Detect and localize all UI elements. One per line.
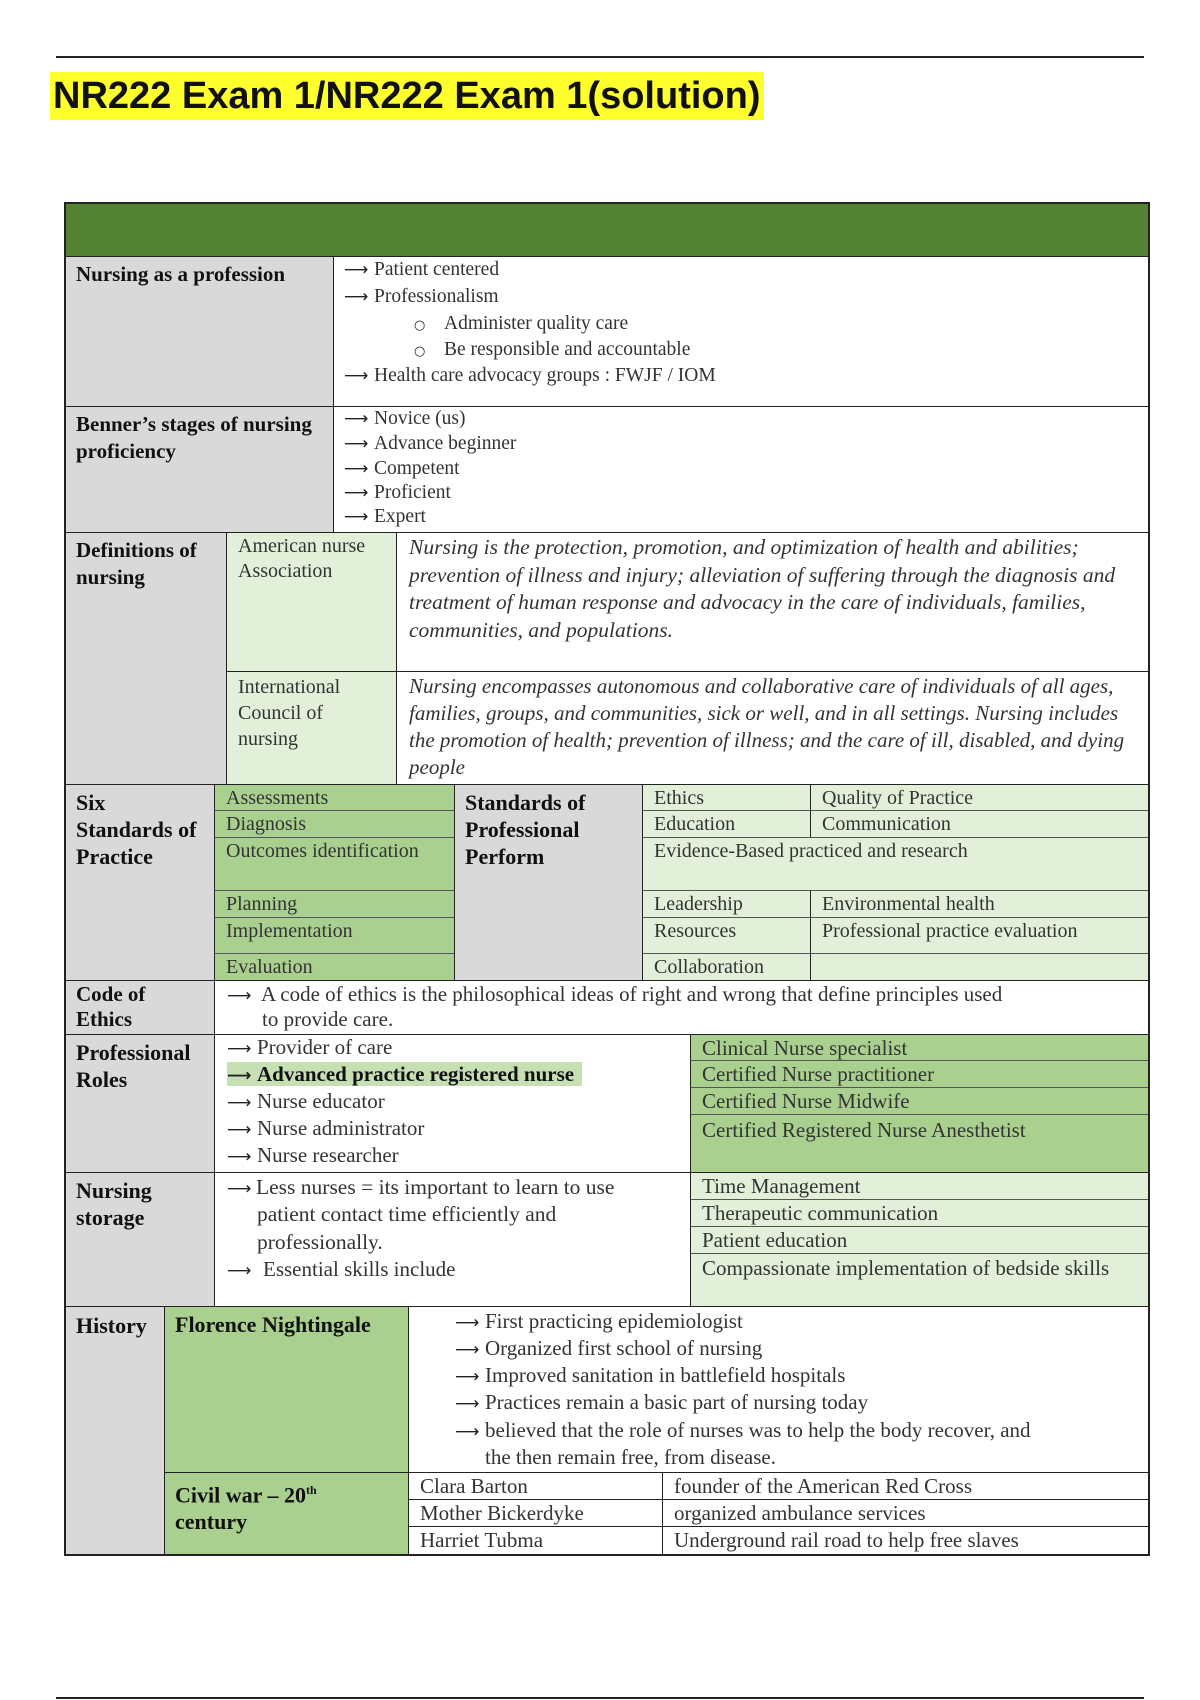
- storage-text: patient contact time efficiently and: [257, 1202, 557, 1226]
- aprn-type: Certified Nurse practitioner: [690, 1060, 1148, 1087]
- row-label-code-of-ethics: Code of Ethics: [66, 980, 214, 1034]
- standard-practice-item: Diagnosis: [214, 810, 454, 837]
- arrow-icon: ⟶: [344, 483, 369, 503]
- history-person: Harriet Tubma: [408, 1526, 662, 1554]
- aprn-type: Clinical Nurse specialist: [690, 1034, 1148, 1060]
- circle-bullet-icon: ○: [414, 318, 426, 333]
- nursing-profession-content: [333, 256, 1148, 406]
- arrow-icon: ⟶: [227, 1066, 252, 1086]
- perform-item: Environmental health: [810, 890, 1148, 917]
- perform-item: Professional practice evaluation: [810, 917, 1148, 953]
- document-title: NR222 Exam 1/NR222 Exam 1(solution): [50, 72, 764, 120]
- list-item: Proficient: [374, 482, 451, 503]
- perform-item: Resources: [642, 917, 810, 953]
- arrow-icon: ⟶: [344, 366, 369, 386]
- list-item: Nurse researcher: [257, 1143, 399, 1167]
- row-label-definitions: Definitions of nursing: [66, 532, 226, 784]
- perform-item: Education: [642, 810, 810, 837]
- history-person-note: founder of the American Red Cross: [662, 1472, 1148, 1499]
- list-item: Practices remain a basic part of nursing today: [485, 1390, 869, 1414]
- list-item: Competent: [374, 458, 460, 479]
- arrow-icon: ⟶: [344, 459, 369, 479]
- arrow-icon: ⟶: [227, 1120, 252, 1140]
- standard-practice-item: Planning: [214, 890, 454, 917]
- civil-war-label: Civil war – 20th century: [164, 1472, 408, 1554]
- perform-item: Communication: [810, 810, 1148, 837]
- ana-org-cell: American nurse Association: [226, 532, 396, 671]
- arrow-icon: ⟶: [227, 986, 252, 1006]
- list-item: Organized first school of nursing: [485, 1336, 763, 1360]
- arrow-icon: ⟶: [227, 1039, 252, 1059]
- list-item: Advance beginner: [374, 433, 517, 454]
- nightingale-facts: [408, 1306, 1148, 1472]
- essential-skill: Therapeutic communication: [690, 1199, 1148, 1226]
- arrow-icon: ⟶: [227, 1093, 252, 1113]
- empty-cell: [810, 953, 1148, 980]
- arrow-icon: ⟶: [344, 287, 369, 307]
- arrow-icon: ⟶: [455, 1422, 480, 1442]
- list-item-highlighted: Advanced practice registered nurse: [257, 1062, 575, 1086]
- list-item: Novice (us): [374, 408, 466, 429]
- arrow-icon: ⟶: [344, 260, 369, 280]
- table-header-band: [66, 204, 1148, 256]
- history-person-note: Underground rail road to help free slaves: [662, 1526, 1148, 1554]
- list-item: Be responsible and accountable: [444, 339, 691, 360]
- standard-practice-item: Outcomes identification: [214, 837, 454, 890]
- ethics-text-cont: to provide care.: [262, 1007, 394, 1031]
- history-person: Mother Bickerdyke: [408, 1499, 662, 1526]
- list-item: Patient centered: [374, 259, 500, 280]
- storage-text: Less nurses = its important to learn to use: [256, 1175, 615, 1199]
- arrow-icon: ⟶: [344, 409, 369, 429]
- standard-practice-item: Implementation: [214, 917, 454, 953]
- standard-practice-item: Assessments: [214, 784, 454, 810]
- ethics-text: A code of ethics is the philosophical ideas of right and wrong that define principles used: [261, 982, 1003, 1006]
- perform-item: Ethics: [642, 784, 810, 810]
- row-label-history: History: [66, 1306, 164, 1554]
- list-item: Nurse educator: [257, 1089, 385, 1113]
- perform-label: Standards of Professional Perform: [454, 784, 642, 980]
- arrow-icon: ⟶: [344, 507, 369, 527]
- icn-definition: Nursing encompasses autonomous and collaborative care of individuals of all ages, families, groups, and communities, sick or well, and in all settings. Nursing includes the promotion of health; prevention of illness; and the care of ill, disabled, and dying people: [396, 671, 1148, 784]
- arrow-icon: ⟶: [455, 1340, 480, 1360]
- roles-list: [214, 1034, 690, 1172]
- list-item: Expert: [374, 506, 426, 527]
- storage-text: Essential skills include: [263, 1257, 456, 1281]
- history-person-note: organized ambulance services: [662, 1499, 1148, 1526]
- row-label-roles: Professional Roles: [66, 1034, 214, 1172]
- arrow-icon: ⟶: [227, 1147, 252, 1167]
- list-item-cont: the then remain free, from disease.: [485, 1445, 776, 1469]
- list-item: Provider of care: [257, 1035, 393, 1059]
- storage-text: professionally.: [257, 1230, 383, 1254]
- study-table: [64, 202, 1150, 1556]
- perform-item: Leadership: [642, 890, 810, 917]
- perform-item: Quality of Practice: [810, 784, 1148, 810]
- essential-skill: Time Management: [690, 1172, 1148, 1199]
- arrow-icon: ⟶: [227, 1261, 252, 1281]
- top-rule: [56, 56, 1144, 58]
- row-label-nursing-profession: Nursing as a profession: [66, 256, 333, 406]
- standard-practice-item: Evaluation: [214, 953, 454, 980]
- list-item: First practicing epidemiologist: [485, 1309, 743, 1333]
- benner-content: [333, 406, 1148, 532]
- code-of-ethics-content: [214, 980, 1148, 1034]
- nightingale-label: Florence Nightingale: [164, 1306, 408, 1472]
- icn-org-cell: International Council of nursing: [226, 671, 396, 784]
- arrow-icon: ⟶: [455, 1394, 480, 1414]
- aprn-type: Certified Nurse Midwife: [690, 1087, 1148, 1114]
- arrow-icon: ⟶: [227, 1179, 252, 1199]
- arrow-icon: ⟶: [455, 1313, 480, 1333]
- arrow-icon: ⟶: [344, 434, 369, 454]
- aprn-type: Certified Registered Nurse Anesthetist: [690, 1114, 1148, 1172]
- arrow-icon: ⟶: [455, 1367, 480, 1387]
- list-item: Professionalism: [374, 286, 499, 307]
- row-label-storage: Nursing storage: [66, 1172, 214, 1306]
- perform-item: Evidence-Based practiced and research: [642, 837, 1148, 890]
- essential-skill: Compassionate implementation of bedside skills: [690, 1253, 1148, 1306]
- list-item: believed that the role of nurses was to help the body recover, and: [485, 1418, 1031, 1442]
- essential-skill: Patient education: [690, 1226, 1148, 1253]
- bottom-rule: [56, 1697, 1144, 1699]
- ana-definition: Nursing is the protection, promotion, and optimization of health and abilities; prevention of illness and injury; alleviation of suffering through the diagnosis and treatment of human response and advocacy in the care of individuals, families, communities, and populations.: [396, 532, 1148, 671]
- perform-item: Collaboration: [642, 953, 810, 980]
- list-item: Administer quality care: [444, 313, 629, 334]
- history-person: Clara Barton: [408, 1472, 662, 1499]
- row-label-benner: Benner’s stages of nursing proficiency: [66, 406, 333, 532]
- list-item: Nurse administrator: [257, 1116, 425, 1140]
- row-label-standards: Six Standards of Practice: [66, 784, 214, 980]
- list-item: Health care advocacy groups : FWJF / IOM: [374, 365, 716, 386]
- storage-content: [214, 1172, 690, 1306]
- circle-bullet-icon: ○: [414, 344, 426, 359]
- list-item: Improved sanitation in battlefield hospitals: [485, 1363, 846, 1387]
